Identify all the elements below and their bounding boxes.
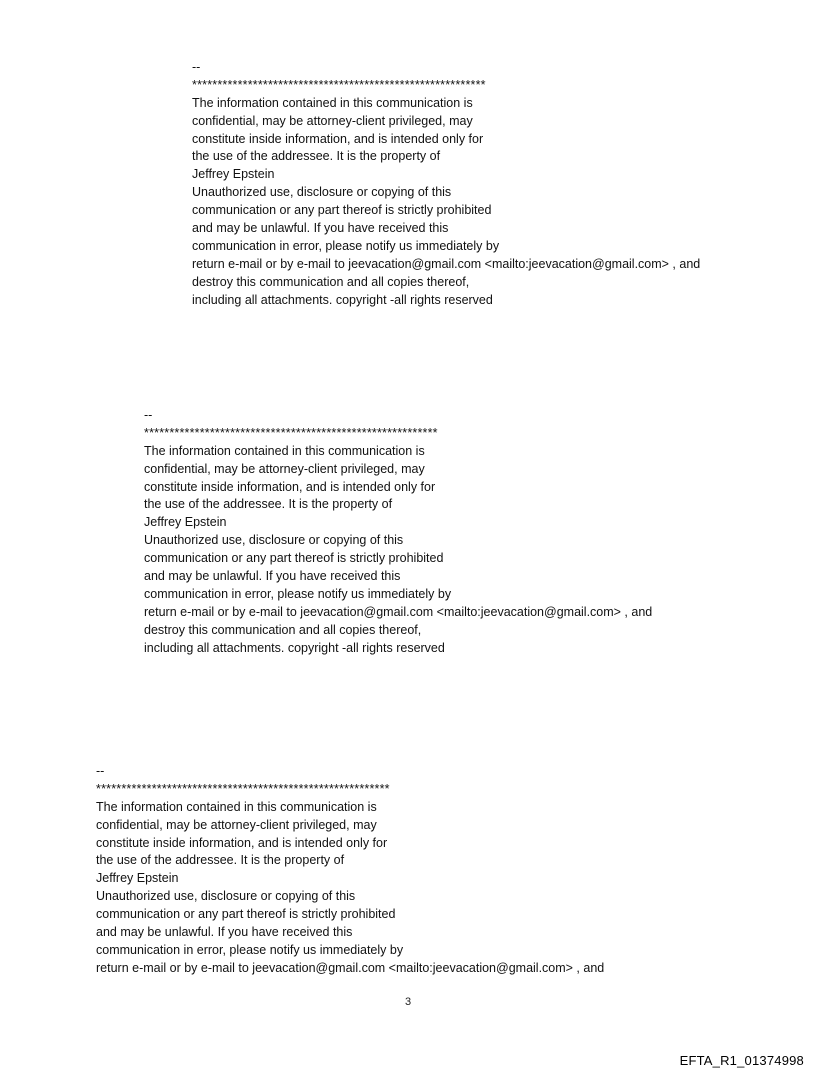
disclaimer-line: communication or any part thereof is strictly prohibited (144, 551, 444, 566)
disclaimer-line: confidential, may be attorney-client privileged, may (144, 461, 425, 476)
page-number: 3 (404, 996, 412, 1008)
disclaimer-line: return e-mail or by e-mail to jeevacation@gmail.com <mailto:jeevacation@gmail.com> , and (192, 256, 701, 271)
disclaimer-line: return e-mail or by e-mail to jeevacation@gmail.com <mailto:jeevacation@gmail.com> , and (144, 604, 653, 619)
disclaimer-line: and may be unlawful. If you have received this (192, 221, 449, 236)
disclaimer-block (192, 59, 700, 309)
asterisk-separator: ********************************************************** (144, 425, 438, 440)
disclaimer-line: and may be unlawful. If you have received this (96, 925, 353, 940)
disclaimer-line: Jeffrey Epstein (96, 871, 179, 886)
disclaimer-line: The information contained in this communication is (192, 95, 473, 110)
disclaimer-line: return e-mail or by e-mail to jeevacation@gmail.com <mailto:jeevacation@gmail.com> , and (96, 960, 605, 975)
disclaimer-line: communication in error, please notify us immediately by (192, 238, 500, 253)
disclaimer-line: communication or any part thereof is strictly prohibited (96, 907, 396, 922)
disclaimer-line: the use of the addressee. It is the property of (96, 853, 345, 868)
disclaimer-line: constitute inside information, and is intended only for (96, 835, 388, 850)
disclaimer-line: The information contained in this communication is (144, 443, 425, 458)
disclaimer-line: the use of the addressee. It is the property of (192, 149, 441, 164)
document-id: EFTA_R1_01374998 (679, 1053, 804, 1068)
signature-dashes: -- (192, 60, 201, 74)
disclaimer-line: constitute inside information, and is intended only for (192, 131, 484, 146)
disclaimer-block (96, 763, 604, 978)
disclaimer-line: destroy this communication and all copies thereof, (192, 274, 470, 289)
disclaimer-line: the use of the addressee. It is the property of (144, 497, 393, 512)
disclaimer-line: Jeffrey Epstein (144, 515, 227, 530)
disclaimer-line: communication in error, please notify us immediately by (96, 942, 404, 957)
disclaimer-line: confidential, may be attorney-client privileged, may (192, 113, 473, 128)
disclaimer-line: Jeffrey Epstein (192, 167, 275, 182)
disclaimer-line: including all attachments. copyright -all rights reserved (192, 292, 493, 307)
signature-dashes: -- (144, 408, 153, 422)
disclaimer-line: including all attachments. copyright -all rights reserved (144, 640, 445, 655)
disclaimer-line: confidential, may be attorney-client privileged, may (96, 817, 377, 832)
asterisk-separator: ********************************************************** (192, 77, 486, 92)
disclaimer-line: The information contained in this communication is (96, 799, 377, 814)
disclaimer-line: Unauthorized use, disclosure or copying of this (192, 185, 452, 200)
asterisk-separator: ********************************************************** (96, 781, 390, 796)
disclaimer-line: Unauthorized use, disclosure or copying of this (144, 533, 404, 548)
disclaimer-line: constitute inside information, and is intended only for (144, 479, 436, 494)
signature-dashes: -- (96, 764, 105, 778)
disclaimer-line: communication in error, please notify us immediately by (144, 586, 452, 601)
disclaimer-line: and may be unlawful. If you have received this (144, 569, 401, 584)
disclaimer-line: destroy this communication and all copies thereof, (144, 622, 422, 637)
disclaimer-block (144, 407, 652, 657)
disclaimer-line: communication or any part thereof is strictly prohibited (192, 203, 492, 218)
disclaimer-line: Unauthorized use, disclosure or copying of this (96, 889, 356, 904)
